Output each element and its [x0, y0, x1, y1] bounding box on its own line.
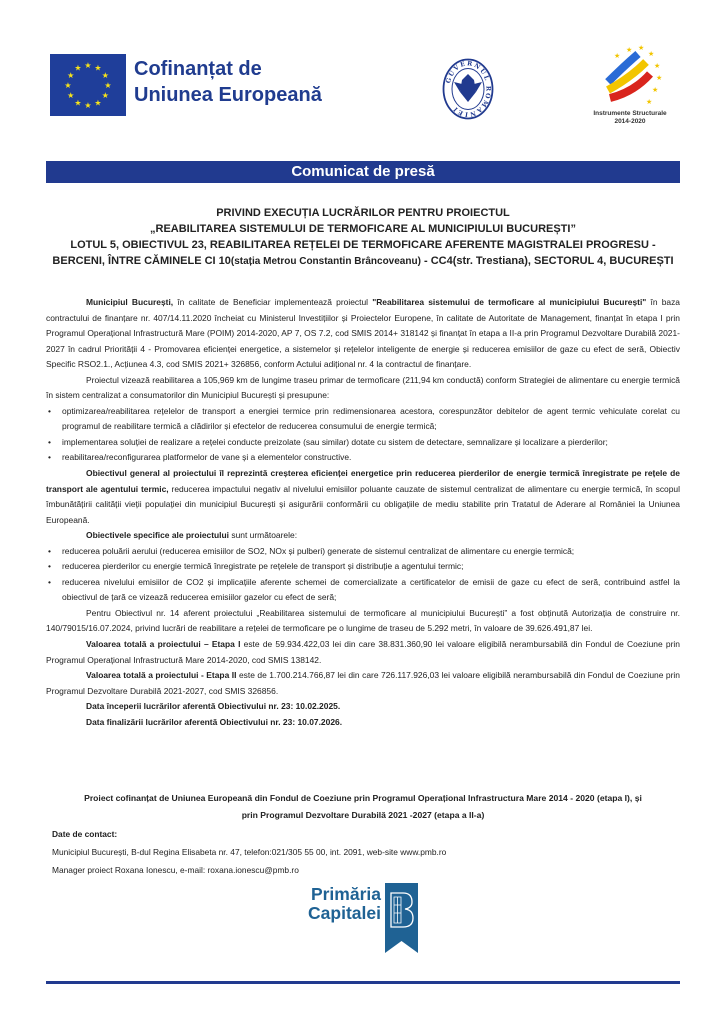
cofinance-line1: Proiect cofinanțat de Uniunea Europeană din Fondul de Coeziune prin Programul Operațional Infrastructura Mare 2014 - 2020 (etapa I), și: [84, 793, 642, 803]
svg-text:★: ★: [656, 74, 663, 82]
text: în calitate de Beneficiar implementează proiectul: [173, 297, 373, 307]
paragraph-project-scope: Proiectul vizează reabilitarea a 105,969 km de lungime traseu primar de termoficare (211,94 km conductă) conform Strategiei de alimentare cu energie termică în sistem centralizat a consumatorilor din Municipiul București și presupune:: [46, 374, 680, 401]
list-item: • reducerea pierderilor cu energie termică înregistrate pe rețelele de transport și distribuție a agentului termic;: [62, 559, 680, 575]
title-line1: PRIVIND EXECUȚIA LUCRĂRILOR PENTRU PROIECTUL: [216, 207, 510, 219]
eu-star-icon: ★: [94, 98, 102, 108]
bold-text: "Reabilitarea sistemului de termoficare al municipiului București": [372, 297, 647, 307]
svg-text:★: ★: [652, 86, 659, 94]
primaria-capitalei-logo: [305, 880, 435, 960]
title-line3-main: LOTUL 5, OBIECTIVUL 23, REABILITAREA REȚELEI DE TERMOFICARE AFERENTE MAGISTRALEI PROGRESU - BERCENI, ÎNTRE CĂMINELE CI 10: [52, 239, 656, 267]
bottom-divider: [46, 981, 680, 984]
paragraph-value-stage2: [46, 668, 680, 699]
title-line3-end: - CC4(str. Trestiana), SECTORUL 4, BUCUREȘTI: [420, 255, 674, 267]
bold-text: Valoarea totală a proiectului - Etapa II: [86, 670, 237, 681]
press-release-banner: Comunicat de presă: [46, 161, 680, 183]
header-logos: [50, 44, 680, 130]
paragraph-general-objective: [46, 466, 680, 528]
list-item: • implementarea soluției de realizare a rețelei conducte preizolate (sau similar) dotate cu sistem de detectare, semnalizare și localizare a pierderilor;: [62, 435, 680, 451]
eu-flag-logo: [50, 54, 126, 116]
pmb-logo-line2: Capitalei: [308, 903, 381, 923]
start-date: [46, 699, 680, 715]
bold-text: Data finalizării lucrărilor aferentă Obiectivului nr. 23: 10.07.2026.: [86, 716, 343, 727]
title-line2: „REABILITAREA SISTEMULUI DE TERMOFICARE AL MUNICIPIULUI BUCUREȘTI”: [150, 223, 576, 235]
eu-star-icon: ★: [84, 101, 92, 110]
svg-text:★: ★: [648, 50, 655, 58]
eu-title-line1: Cofinanțat de: [134, 58, 262, 80]
text: este de 59.934.422,03 lei din care 38.831.360,90 lei valoare eligibilă nerambursabilă din Fondul de Coeziune prin Programul Operațional Infrastructură Mare 2014-2020, cod SMIS 138142.: [46, 639, 680, 665]
svg-text:★: ★: [614, 52, 621, 60]
bold-text: Obiectivul general al proiectului îl reprezintă creșterea eficienței energetice prin reducerea pierderilor de energie termică înregistrate pe rețele de transport ale agentului termic,: [46, 468, 680, 494]
eu-star-icon: ★: [64, 81, 72, 90]
contact-info: [52, 825, 672, 879]
eu-star-icon: ★: [74, 98, 82, 108]
objectives-list: [46, 544, 680, 606]
text: reducerea impactului negativ al nivelului emisiilor poluante cauzate de sistemul centralizat de alimentare cu energie termică, în scopul îmbunătățirii calității vieții populației din municipiul București și asigurării conformării cu obligațiile de mediu stabilite prin Tratatul de Aderare al României la Uniunea Europeană.: [46, 483, 681, 525]
eu-star-icon: ★: [84, 61, 92, 70]
text: în baza contractului de finanțare nr. 407/14.11.2020 încheiat cu Ministerul Investițiilor și Proiectelor Europene, în calitate de Autoritate de Management, finanțat în etapa I prin Programul Operațional Infrastructură Mare (POIM) 2014-2020, AP 7, OS 7.2, cod SMIS 2014+ 318142 și finanțat în etapa a II-a prin Programul Dezvoltare Durabilă 2021-2027 în cadrul Priorității 4 - Promovarea eficienței energetice, a sistemelor și rețelelor inteligente de energie și reducerea emisiilor de gaze cu efect de seră, Obiectiv Specific RSO2.1., Acțiunea 4.3, cod SMIS 2021+ 326856, conform Actului adițional nr. 4 la contractul de finanțare.: [46, 297, 680, 370]
is-logo-line2: 2014-2020: [614, 118, 646, 125]
eu-star-icon: ★: [101, 91, 109, 100]
paragraph-beneficiary: [46, 295, 680, 373]
romanian-government-logo: [442, 58, 494, 120]
paragraph-value-stage1: [46, 637, 680, 668]
title-line3-small: (stația Metrou Constantin Brâncoveanu): [230, 256, 421, 267]
pmb-logo-line1: Primăria: [310, 884, 381, 904]
paragraph-authorization: Pentru Obiectivul nr. 14 aferent proiectului „Reabilitarea sistemului de termoficare al municipiului București” a fost obținută Autorizația de construire nr. 140/79015/16.07.2024, privind lucrări de reabilitare a rețelei de termoficare pe o lungime de traseu de 5.292 metri, în valoare de 39.626.491,87 lei.: [46, 607, 680, 634]
pmb-bookmark-icon: [385, 883, 418, 953]
document-title: [46, 205, 680, 270]
svg-text:★: ★: [646, 98, 653, 106]
bold-text: Data începerii lucrărilor aferentă Obiectivului nr. 23: 10.02.2025.: [86, 701, 341, 712]
text: este de 1.700.214.766,87 lei din care 726.117.926,03 lei valoare eligibilă nerambursabilă din Fondul de Coeziune prin Programul Dezvoltare Durabilă 2021-2027, cod SMIS 326856.: [46, 670, 681, 696]
cofinance-note: [46, 790, 680, 824]
bold-text: Valoarea totală a proiectului – Etapa I: [86, 639, 241, 650]
list-item: • reducerea poluării aerului (reducerea emisiilor de SO2, NOx și pulberi) generate de sistemul centralizat de alimentare cu energie termică;: [62, 544, 680, 560]
cofinance-line2: prin Programul Dezvoltare Durabilă 2021 -2027 (etapa a II-a): [241, 810, 485, 820]
scope-list: [46, 404, 680, 466]
list-item: • optimizarea/reabilitarea rețelelor de transport a energiei termice prin redimensionarea acestora, corespunzător debitelor de agent termic vehiculate corelat cu programul de reabilitare termică a clădirilor și efectelor de reducerea consumului de energie termică;: [62, 404, 680, 435]
is-logo-line1: Instrumente Structurale: [593, 110, 667, 117]
eu-star-icon: ★: [67, 71, 75, 80]
eu-star-icon: ★: [67, 91, 75, 100]
gov-logo-text: GUVERNUL ROMÂNIEI: [444, 60, 492, 118]
eu-cofinance-title: [134, 56, 322, 108]
list-item: • reducerea nivelului emisiilor de CO2 și implicațiile aferente schemei de comercializate a certificatelor de emisii de gaze cu efect de seră, contribuind astfel la obiectivul de țară ce vizează reducerea emisiilor gazelor cu efect de seră;: [62, 575, 680, 606]
title-line3: [46, 237, 680, 270]
structural-instruments-logo: [590, 44, 670, 134]
eu-star-icon: ★: [101, 71, 109, 80]
contact-heading: Date de contact:: [52, 829, 118, 839]
list-item: • reabilitarea/reconfigurarea platformelor de vane și a elementelor constructive.: [62, 450, 680, 466]
eu-star-icon: ★: [104, 81, 112, 90]
eu-star-icon: ★: [74, 63, 82, 73]
paragraph-specific-objectives: [46, 528, 680, 544]
contact-address: Municipiul București, B-dul Regina Elisabeta nr. 47, telefon:021/305 55 00, int. 2091, web-site www.pmb.ro: [52, 847, 447, 857]
svg-text:★: ★: [654, 62, 661, 70]
document-body: [46, 295, 680, 730]
bold-text: Municipiul București,: [86, 297, 174, 307]
bold-text: Obiectivele specifice ale proiectului: [86, 530, 230, 541]
svg-text:★: ★: [626, 46, 633, 54]
eu-star-icon: ★: [94, 63, 102, 73]
eu-title-line2: Uniunea Europeană: [134, 84, 322, 106]
text: sunt următoarele:: [229, 530, 298, 541]
svg-text:★: ★: [638, 44, 645, 52]
end-date: [46, 715, 680, 731]
contact-manager: Manager proiect Roxana Ionescu, e-mail: roxana.ionescu@pmb.ro: [52, 865, 299, 875]
